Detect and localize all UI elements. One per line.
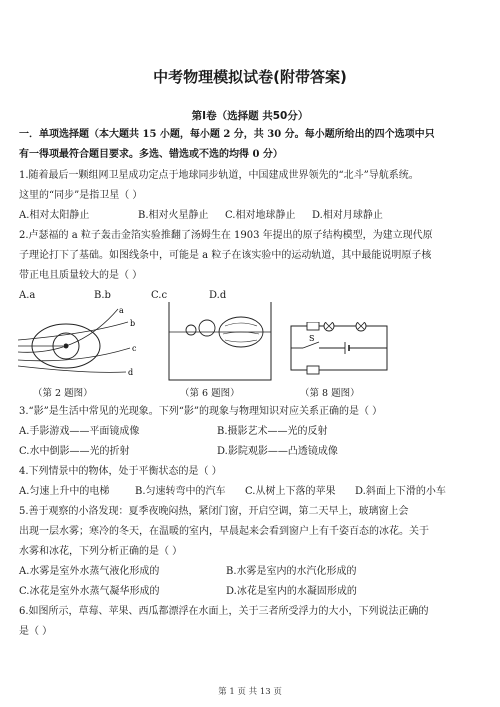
q2-option-a: A.a xyxy=(19,290,36,301)
q4-line-1: 4.下列情景中的物体，处于平衡状态的是（ ） xyxy=(19,466,222,477)
q5-option-c: C.冰花是室外水蒸气凝华形成的 xyxy=(19,586,160,597)
page-title: 中考物理模拟试卷(附带答案) xyxy=(153,68,347,86)
q3-option-a: A.手影游戏——平面镜成像 xyxy=(19,426,140,437)
q3-option-d: D.影院观影——凸透镜成像 xyxy=(217,446,338,457)
q5-line-2: 出现一层水雾；寒冷的冬天，在温暖的室内，早晨起来会看到窗户上有千姿百态的冰花。关于 xyxy=(19,526,429,537)
figure-6-diagram xyxy=(165,300,275,384)
figure-2-label-d: d xyxy=(128,368,134,377)
instructions-line-1: 一．单项选择题（本大题共 15 小题，每小题 2 分，共 30 分。每小题所给出的四个选项中只 xyxy=(19,129,435,140)
q5-option-d: D.冰花是室内的水凝固形成的 xyxy=(226,586,357,597)
q2-line-3: 带正电且质量较大的是（ ） xyxy=(19,270,143,281)
q5-line-1: 5.善于观察的小洛发现：夏季夜晚闷热，紧闭门窗，开启空调，第二天早上，玻璃窗上会 xyxy=(19,506,409,517)
q1-line-1: 1.随着最后一颗组网卫星成功定点于地球同步轨道，中国建成世界领先的“北斗”导航系统。 xyxy=(19,170,419,181)
q2-line-2: 子理论打下了基础。如图线条中，可能是 a 粒子在该实验中的运动轨道，其中最能说明原子核 xyxy=(19,250,432,261)
q1-line-2: 这里的“同步”是指卫星（ ） xyxy=(19,190,143,201)
q3-option-c: C.水中倒影——光的折射 xyxy=(19,446,130,457)
q1-option-d: D.相对月球静止 xyxy=(312,210,383,221)
q4-option-d: D.斜面上下滑的小车 xyxy=(355,486,446,497)
figure-8-diagram xyxy=(285,322,395,378)
section-title: 第Ⅰ卷（选择题 共50分） xyxy=(191,110,309,122)
figure-8-switch-label: S xyxy=(309,334,315,343)
q6-line-1: 6.如图所示，草莓、苹果、西瓜都漂浮在水面上，关于三者所受浮力的大小，下列说法正确的 xyxy=(19,606,429,617)
q4-option-c: C.从树上下落的苹果 xyxy=(245,486,336,497)
instructions-line-2: 有一得项最符合题目要求。多选、错选或不选的均得 0 分） xyxy=(19,149,283,160)
q5-option-b: B.水雾是室内的水汽化形成的 xyxy=(226,566,357,577)
figure-2-label-c: c xyxy=(132,344,137,353)
q4-option-b: B.匀速转弯中的汽车 xyxy=(135,486,226,497)
q3-line-1: 3.“影”是生活中常见的光现象。下列“影”的现象与物理知识对应关系正确的是（ ） xyxy=(19,406,383,417)
figure-2-diagram xyxy=(18,304,158,388)
q2-option-d: D.d xyxy=(209,290,227,301)
q5-option-a: A.水雾是室外水蒸气液化形成的 xyxy=(19,566,160,577)
figure-2-caption: （第 2 题图） xyxy=(33,388,93,399)
q2-option-b: B.b xyxy=(94,290,111,301)
figure-2-label-b: b xyxy=(130,319,136,328)
q6-line-2: 是（ ） xyxy=(19,626,53,637)
figure-2-label-a: a xyxy=(119,306,124,315)
figure-6-caption: （第 6 题图） xyxy=(180,388,240,399)
q2-line-1: 2.卢瑟福的 a 粒子轰击金箔实验推翻了汤姆生在 1903 年提出的原子结构模型，为建立现代原 xyxy=(19,230,433,241)
q4-option-a: A.匀速上升中的电梯 xyxy=(19,486,110,497)
q1-option-c: C.相对地球静止 xyxy=(225,210,296,221)
figure-8-caption: （第 8 题图） xyxy=(300,388,360,399)
q3-option-b: B.摄影艺术——光的反射 xyxy=(217,426,328,437)
q1-option-a: A.相对太阳静止 xyxy=(19,210,90,221)
q2-option-c: C.c xyxy=(151,290,168,301)
q5-line-3: 水雾和冰花，下列分析正确的是（ ） xyxy=(19,546,183,557)
q1-option-b: B.相对火星静止 xyxy=(138,210,209,221)
page-footer: 第 1 页 共 13 页 xyxy=(218,687,282,697)
